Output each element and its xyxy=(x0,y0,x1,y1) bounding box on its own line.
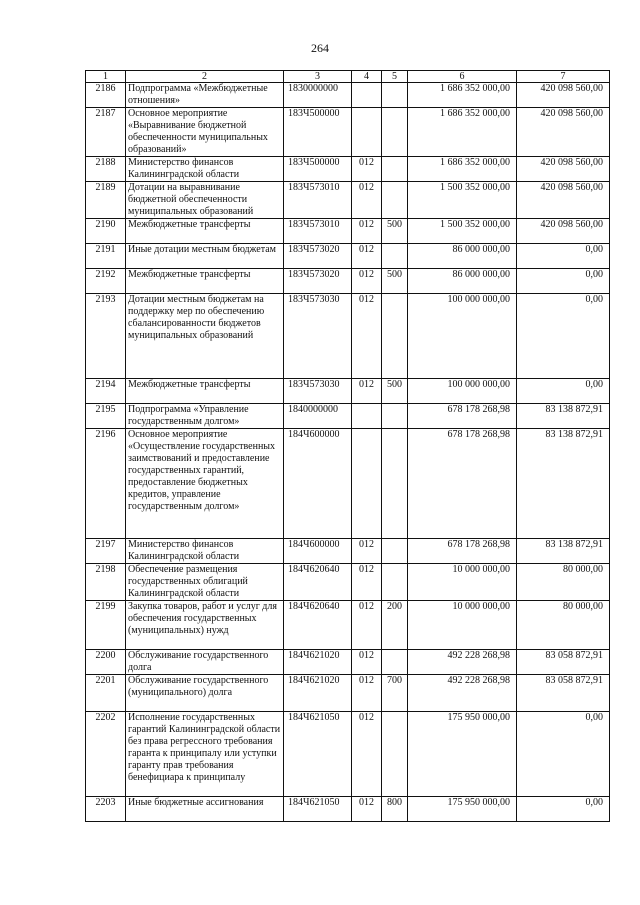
row-number: 2197 xyxy=(86,539,126,564)
row-amount-2: 420 098 560,00 xyxy=(517,157,610,182)
row-ministry-code xyxy=(352,404,382,429)
row-amount-1: 492 228 268,98 xyxy=(408,650,517,675)
row-amount-2: 420 098 560,00 xyxy=(517,219,610,244)
row-amount-2: 83 058 872,91 xyxy=(517,650,610,675)
table-row xyxy=(86,83,610,108)
header-cell: 2 xyxy=(126,71,284,83)
row-amount-1: 10 000 000,00 xyxy=(408,564,517,601)
row-amount-1: 10 000 000,00 xyxy=(408,601,517,650)
header-cell: 1 xyxy=(86,71,126,83)
row-expense-type xyxy=(382,564,408,601)
table-row xyxy=(86,650,610,675)
row-amount-2: 0,00 xyxy=(517,294,610,379)
row-amount-2: 83 058 872,91 xyxy=(517,675,610,712)
row-number: 2194 xyxy=(86,379,126,404)
row-expense-type: 500 xyxy=(382,219,408,244)
row-number: 2186 xyxy=(86,83,126,108)
row-expense-type xyxy=(382,404,408,429)
row-expense-type xyxy=(382,83,408,108)
row-code: 184Ч620640 xyxy=(284,564,352,601)
row-expense-type: 200 xyxy=(382,601,408,650)
row-name: Подпрограмма «Межбюджетные отношения» xyxy=(126,83,284,108)
row-ministry-code xyxy=(352,429,382,539)
row-number: 2192 xyxy=(86,269,126,294)
row-code: 183Ч500000 xyxy=(284,108,352,157)
row-code: 183Ч573010 xyxy=(284,219,352,244)
row-expense-type xyxy=(382,244,408,269)
row-number: 2190 xyxy=(86,219,126,244)
row-number: 2189 xyxy=(86,182,126,219)
row-ministry-code: 012 xyxy=(352,244,382,269)
row-ministry-code: 012 xyxy=(352,379,382,404)
row-number: 2191 xyxy=(86,244,126,269)
row-amount-1: 1 500 352 000,00 xyxy=(408,219,517,244)
row-code: 183Ч573030 xyxy=(284,294,352,379)
row-amount-1: 1 686 352 000,00 xyxy=(408,83,517,108)
row-expense-type xyxy=(382,429,408,539)
row-expense-type xyxy=(382,712,408,797)
row-name: Министерство финансов Калининградской области xyxy=(126,539,284,564)
row-name: Основное мероприятие «Осуществление государственных заимствований и предоставление государственных гарантий, предоставление бюджетных кредитов, управление государственным долгом» xyxy=(126,429,284,539)
row-number: 2196 xyxy=(86,429,126,539)
table-row xyxy=(86,244,610,269)
row-code: 183Ч500000 xyxy=(284,157,352,182)
header-cell: 5 xyxy=(382,71,408,83)
row-code: 183Ч573030 xyxy=(284,379,352,404)
header-cell: 3 xyxy=(284,71,352,83)
table-row xyxy=(86,269,610,294)
row-ministry-code: 012 xyxy=(352,157,382,182)
row-amount-2: 420 098 560,00 xyxy=(517,108,610,157)
row-amount-2: 83 138 872,91 xyxy=(517,429,610,539)
row-code: 183Ч573020 xyxy=(284,269,352,294)
row-amount-1: 678 178 268,98 xyxy=(408,539,517,564)
row-code: 184Ч600000 xyxy=(284,539,352,564)
row-name: Межбюджетные трансферты xyxy=(126,219,284,244)
row-name: Межбюджетные трансферты xyxy=(126,269,284,294)
row-code: 1830000000 xyxy=(284,83,352,108)
table-row xyxy=(86,294,610,379)
row-amount-2: 0,00 xyxy=(517,244,610,269)
row-amount-1: 678 178 268,98 xyxy=(408,404,517,429)
row-number: 2200 xyxy=(86,650,126,675)
row-ministry-code: 012 xyxy=(352,601,382,650)
row-expense-type: 500 xyxy=(382,379,408,404)
row-name: Обслуживание государственного (муниципального) долга xyxy=(126,675,284,712)
table-row xyxy=(86,539,610,564)
row-amount-2: 80 000,00 xyxy=(517,601,610,650)
table-row xyxy=(86,797,610,822)
row-code: 1840000000 xyxy=(284,404,352,429)
table-row xyxy=(86,108,610,157)
row-ministry-code: 012 xyxy=(352,650,382,675)
row-expense-type xyxy=(382,157,408,182)
row-name: Обеспечение размещения государственных облигаций Калининградской области xyxy=(126,564,284,601)
header-cell: 7 xyxy=(517,71,610,83)
row-ministry-code: 012 xyxy=(352,269,382,294)
row-number: 2199 xyxy=(86,601,126,650)
row-amount-1: 1 686 352 000,00 xyxy=(408,157,517,182)
table-row xyxy=(86,429,610,539)
row-name: Межбюджетные трансферты xyxy=(126,379,284,404)
row-code: 184Ч621050 xyxy=(284,712,352,797)
row-ministry-code: 012 xyxy=(352,219,382,244)
row-name: Обслуживание государственного долга xyxy=(126,650,284,675)
row-code: 184Ч621020 xyxy=(284,675,352,712)
row-ministry-code: 012 xyxy=(352,712,382,797)
row-amount-1: 678 178 268,98 xyxy=(408,429,517,539)
row-amount-2: 83 138 872,91 xyxy=(517,404,610,429)
row-amount-1: 86 000 000,00 xyxy=(408,269,517,294)
table-row xyxy=(86,675,610,712)
row-amount-2: 80 000,00 xyxy=(517,564,610,601)
row-amount-1: 175 950 000,00 xyxy=(408,797,517,822)
row-amount-2: 0,00 xyxy=(517,712,610,797)
row-amount-2: 0,00 xyxy=(517,379,610,404)
table-row xyxy=(86,404,610,429)
table-row xyxy=(86,564,610,601)
row-name: Исполнение государственных гарантий Калининградской области без права регрессного требования гаранта к принципалу или уступки гаранту прав требования бенефициара к принципалу xyxy=(126,712,284,797)
row-code: 184Ч621050 xyxy=(284,797,352,822)
row-amount-2: 420 098 560,00 xyxy=(517,182,610,219)
row-code: 184Ч620640 xyxy=(284,601,352,650)
row-expense-type: 500 xyxy=(382,269,408,294)
row-expense-type xyxy=(382,182,408,219)
row-number: 2198 xyxy=(86,564,126,601)
row-number: 2187 xyxy=(86,108,126,157)
row-expense-type: 700 xyxy=(382,675,408,712)
header-cell: 6 xyxy=(408,71,517,83)
row-name: Министерство финансов Калининградской области xyxy=(126,157,284,182)
row-number: 2201 xyxy=(86,675,126,712)
row-number: 2202 xyxy=(86,712,126,797)
row-ministry-code: 012 xyxy=(352,294,382,379)
row-name: Иные бюджетные ассигнования xyxy=(126,797,284,822)
row-code: 183Ч573020 xyxy=(284,244,352,269)
row-amount-1: 1 686 352 000,00 xyxy=(408,108,517,157)
row-ministry-code: 012 xyxy=(352,797,382,822)
row-name: Подпрограмма «Управление государственным долгом» xyxy=(126,404,284,429)
row-amount-2: 420 098 560,00 xyxy=(517,83,610,108)
row-ministry-code: 012 xyxy=(352,675,382,712)
row-amount-2: 0,00 xyxy=(517,269,610,294)
row-name: Основное мероприятие «Выравнивание бюджетной обеспеченности муниципальных образований» xyxy=(126,108,284,157)
row-ministry-code xyxy=(352,83,382,108)
row-code: 183Ч573010 xyxy=(284,182,352,219)
table-row xyxy=(86,712,610,797)
page-number: 264 xyxy=(311,41,329,55)
row-code: 184Ч600000 xyxy=(284,429,352,539)
row-amount-1: 492 228 268,98 xyxy=(408,675,517,712)
table-row xyxy=(86,157,610,182)
row-name: Закупка товаров, работ и услуг для обеспечения государственных (муниципальных) нужд xyxy=(126,601,284,650)
row-number: 2193 xyxy=(86,294,126,379)
budget-table xyxy=(85,70,610,822)
row-ministry-code: 012 xyxy=(352,182,382,219)
row-ministry-code xyxy=(352,108,382,157)
row-amount-1: 86 000 000,00 xyxy=(408,244,517,269)
table-row xyxy=(86,601,610,650)
row-expense-type xyxy=(382,650,408,675)
row-expense-type xyxy=(382,539,408,564)
row-expense-type xyxy=(382,108,408,157)
row-amount-2: 83 138 872,91 xyxy=(517,539,610,564)
row-expense-type xyxy=(382,294,408,379)
row-amount-1: 100 000 000,00 xyxy=(408,379,517,404)
row-number: 2188 xyxy=(86,157,126,182)
row-amount-1: 1 500 352 000,00 xyxy=(408,182,517,219)
row-amount-1: 100 000 000,00 xyxy=(408,294,517,379)
table-row xyxy=(86,219,610,244)
row-number: 2203 xyxy=(86,797,126,822)
row-number: 2195 xyxy=(86,404,126,429)
header-cell: 4 xyxy=(352,71,382,83)
row-ministry-code: 012 xyxy=(352,564,382,601)
header-row xyxy=(86,71,610,83)
row-amount-1: 175 950 000,00 xyxy=(408,712,517,797)
row-expense-type: 800 xyxy=(382,797,408,822)
row-name: Иные дотации местным бюджетам xyxy=(126,244,284,269)
row-amount-2: 0,00 xyxy=(517,797,610,822)
row-name: Дотации на выравнивание бюджетной обеспеченности муниципальных образований xyxy=(126,182,284,219)
row-ministry-code: 012 xyxy=(352,539,382,564)
table-row xyxy=(86,182,610,219)
row-code: 184Ч621020 xyxy=(284,650,352,675)
table-row xyxy=(86,379,610,404)
row-name: Дотации местным бюджетам на поддержку мер по обеспечению сбалансированности бюджетов муниципальных образований xyxy=(126,294,284,379)
